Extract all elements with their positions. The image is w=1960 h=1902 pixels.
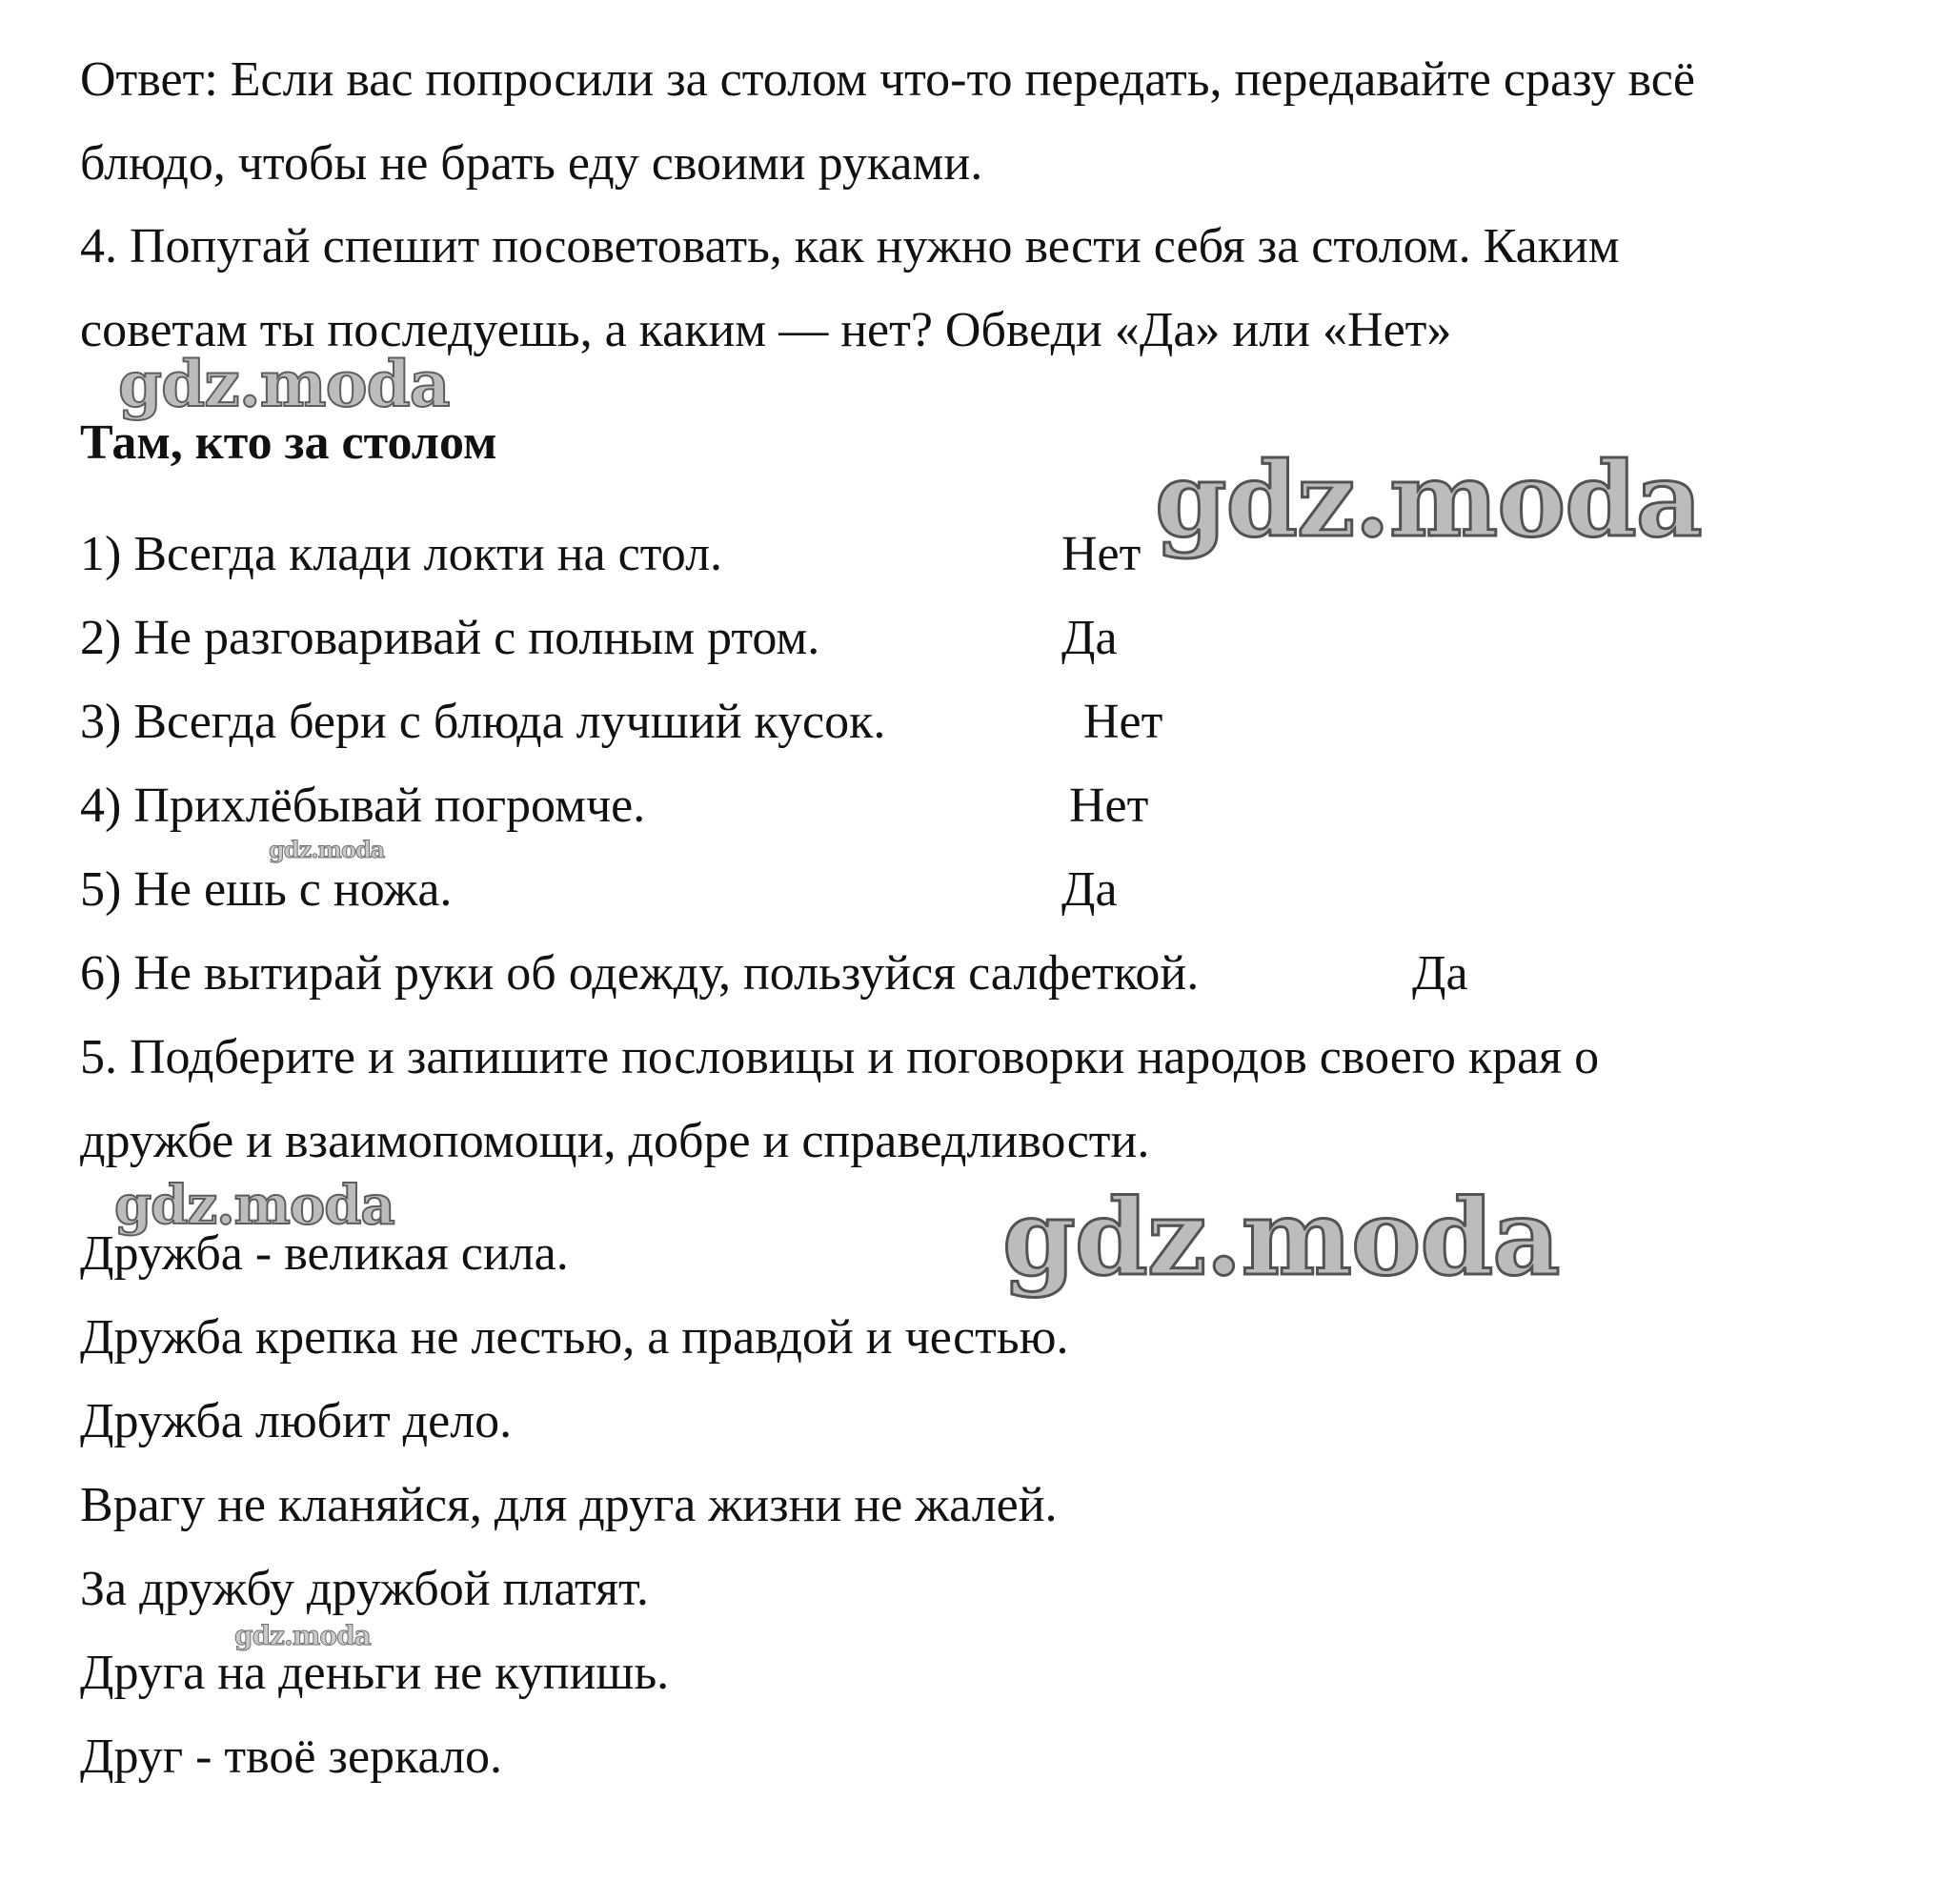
proverb-4: Врагу не кланяйся, для друга жизни не жалей. — [80, 1478, 1058, 1532]
answer-line-1: Ответ: Если вас попросили за столом что-то передать, передавайте сразу всё — [80, 52, 1695, 107]
proverb-2: Дружба крепка не лестью, а правдой и честью. — [80, 1310, 1069, 1365]
watermark-logo: gdz.moda — [269, 836, 385, 863]
advice-item-1: 1) Всегда клади локти на стол. — [80, 527, 723, 581]
task5-line-2: дружбе и взаимопомощи, добре и справедливости. — [80, 1114, 1150, 1168]
proverb-5: За дружбу дружбой платят. — [80, 1562, 649, 1616]
proverb-6: Друга на деньги не купишь. — [80, 1646, 670, 1700]
advice-item-2: 2) Не разговаривай с полным ртом. — [80, 611, 820, 665]
watermark-logo: gdz.moda — [234, 1620, 371, 1651]
advice-answer-1: Нет — [1061, 527, 1142, 581]
advice-answer-6: Да — [1412, 946, 1468, 1001]
watermark-logo: gdz.moda — [1002, 1176, 1560, 1299]
watermark-logo: gdz.moda — [118, 347, 450, 421]
task4-line-2: советам ты последуешь, а каким — нет? Обведи «Да» или «Нет» — [80, 303, 1452, 357]
task4-line-1: 4. Попугай спешит посоветовать, как нужно вести себя за столом. Каким — [80, 219, 1620, 273]
advice-answer-2: Да — [1061, 611, 1118, 665]
watermark-logo: gdz.moda — [1155, 440, 1702, 560]
task5-line-1: 5. Подберите и запишите пословицы и поговорки народов своего края о — [80, 1030, 1600, 1084]
advice-answer-5: Да — [1061, 862, 1118, 917]
proverb-3: Дружба любит дело. — [80, 1394, 513, 1448]
advice-answer-3: Нет — [1083, 695, 1163, 749]
advice-item-3: 3) Всегда бери с блюда лучший кусок. — [80, 695, 886, 749]
advice-item-4: 4) Прихлёбывай погромче. — [80, 779, 646, 833]
advice-answer-4: Нет — [1069, 779, 1149, 833]
advice-item-5: 5) Не ешь с ножа. — [80, 862, 453, 917]
watermark-logo: gdz.moda — [114, 1174, 394, 1237]
answer-line-2: блюдо, чтобы не брать еду своими руками. — [80, 136, 983, 191]
task4-heading: Там, кто за столом — [80, 415, 497, 470]
proverb-1: Дружба - великая сила. — [80, 1226, 569, 1281]
proverb-7: Друг - твоё зеркало. — [80, 1730, 503, 1784]
advice-item-6: 6) Не вытирай руки об одежду, пользуйся салфеткой. — [80, 946, 1200, 1001]
